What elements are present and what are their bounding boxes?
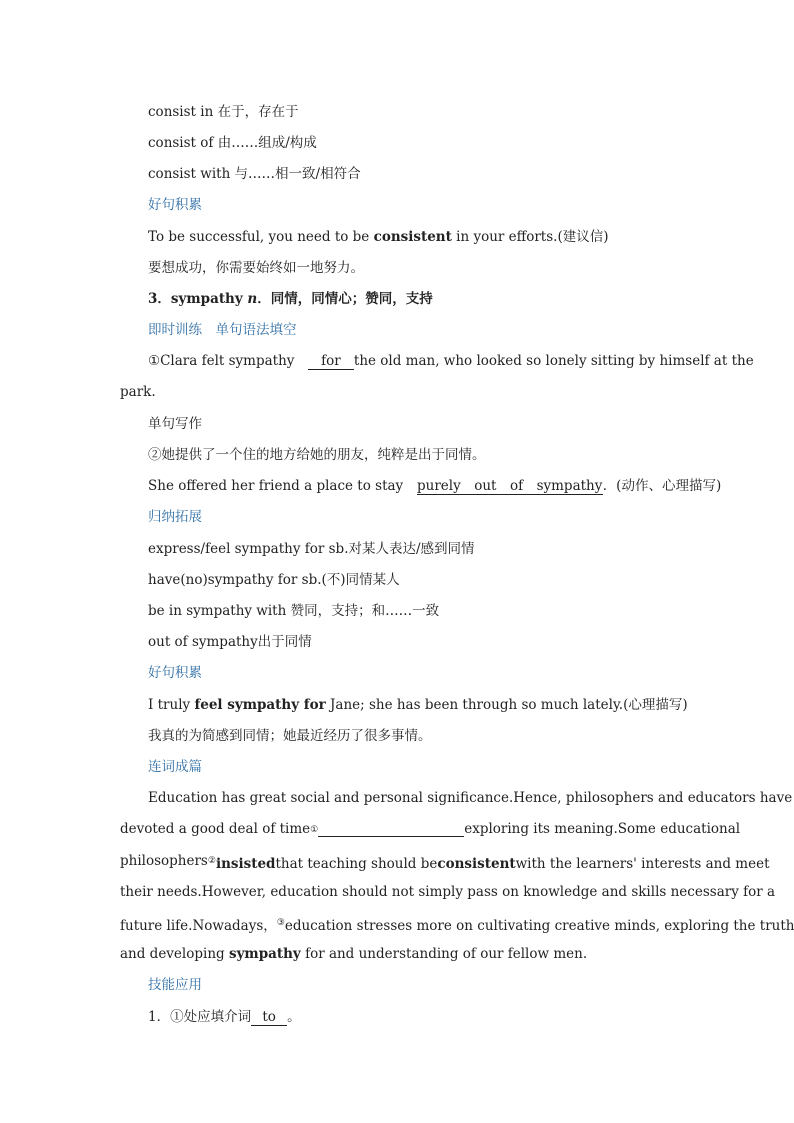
- answer-1: [148, 1008, 301, 1026]
- writing-heading: 单句写作: [148, 416, 202, 432]
- good-sentence-zh-1: 要想成功，你需要始终如一地努力。: [148, 260, 364, 276]
- good-sentence-heading-2: 好句积累: [148, 665, 202, 681]
- text: education stresses more on cultivating creative minds, exploring the truth: [284, 918, 794, 934]
- item-number: 3．: [148, 291, 171, 307]
- good-sentence-en-1: [148, 228, 608, 246]
- item-meaning: ．同情，同情心；赞同，支持: [257, 291, 433, 307]
- text: ．(动作、心理描写): [602, 478, 722, 494]
- part-of-speech: n: [247, 291, 258, 307]
- passage-line-6: [120, 945, 587, 963]
- summary-line-2: have(no)sympathy for sb.(不)同情某人: [148, 572, 400, 588]
- text: Jane; she has been through so much lately.(心理描写): [325, 697, 688, 713]
- summary-heading: 归纳拓展: [148, 509, 202, 525]
- answer-blank: purely out of sympathy: [416, 478, 603, 494]
- q1-prefix: [148, 352, 354, 370]
- text: for and understanding of our fellow men.: [300, 946, 588, 962]
- text: I truly: [148, 697, 195, 713]
- blank-marker: ③: [276, 918, 285, 928]
- text: ①Clara felt sympathy: [148, 353, 295, 369]
- question-2-zh: ②她提供了一个住的地方给她的朋友，纯粹是出于同情。: [148, 447, 486, 463]
- consist-in-line: consist in 在于，存在于: [148, 104, 299, 120]
- text: with the learners' interests and meet: [515, 856, 770, 872]
- good-sentence-heading-1: 好句积累: [148, 197, 202, 213]
- consist-with-line: consist with 与……相一致/相符合: [148, 166, 361, 182]
- passage-line-1: Education has great social and personal significance.Hence, philosophers and educators have: [148, 790, 793, 806]
- q1-rest: the old man, who looked so lonely sitting by himself at the: [353, 353, 754, 369]
- answer-blank: for: [308, 353, 354, 370]
- passage-heading: 连词成篇: [148, 759, 202, 775]
- blank-marker: ①: [310, 825, 319, 835]
- summary-line-1: express/feel sympathy for sb.对某人表达/感到同情: [148, 541, 475, 557]
- passage-line-5: [120, 914, 794, 935]
- question-1: [148, 352, 754, 370]
- consist-of-line: consist of 由……组成/构成: [148, 135, 317, 151]
- sentence-fragment: [208, 852, 770, 873]
- summary-line-4: out of sympathy出于同情: [148, 634, 312, 650]
- text: that teaching should be: [275, 856, 438, 872]
- answer-blank: to: [251, 1009, 287, 1026]
- question-1-continued: park.: [120, 384, 156, 400]
- text: devoted a good deal of time: [120, 821, 311, 837]
- skills-heading: 技能应用: [148, 977, 202, 993]
- summary-line-3: be in sympathy with 赞同，支持；和……一致: [148, 603, 440, 619]
- text: future life.Nowadays，: [120, 918, 277, 934]
- text: 。: [287, 1009, 301, 1025]
- text: and developing: [120, 946, 229, 962]
- good-sentence-zh-2: 我真的为简感到同情；她最近经历了很多事情。: [148, 728, 432, 744]
- keyword: consistent: [373, 229, 452, 245]
- passage-line-4: their needs.However, education should not simply pass on knowledge and skills necessary for a: [120, 884, 776, 900]
- keyword: consistent: [437, 856, 516, 872]
- question-2-en: [148, 477, 721, 495]
- text: exploring its meaning.Some educational: [464, 821, 741, 837]
- blank-1: [310, 820, 464, 842]
- keyword: insisted: [215, 856, 276, 872]
- text: in your efforts.(建议信): [451, 229, 609, 245]
- item-word: sympathy: [170, 291, 243, 307]
- blank-marker: ②: [207, 856, 216, 866]
- text: To be successful, you need to be: [148, 229, 374, 245]
- blank-line: [318, 820, 464, 837]
- passage-line-2: [120, 820, 741, 842]
- keyword: feel sympathy for: [194, 697, 326, 713]
- good-sentence-en-2: [148, 696, 688, 714]
- text: philosophers: [120, 853, 208, 869]
- practice-heading: 即时训练 单句语法填空: [148, 322, 297, 338]
- text: She offered her friend a place to stay: [148, 478, 404, 494]
- item-3-title: [148, 290, 433, 308]
- passage-line-3: [120, 852, 770, 873]
- keyword: sympathy: [228, 946, 301, 962]
- text: 1．①处应填介词: [148, 1009, 252, 1025]
